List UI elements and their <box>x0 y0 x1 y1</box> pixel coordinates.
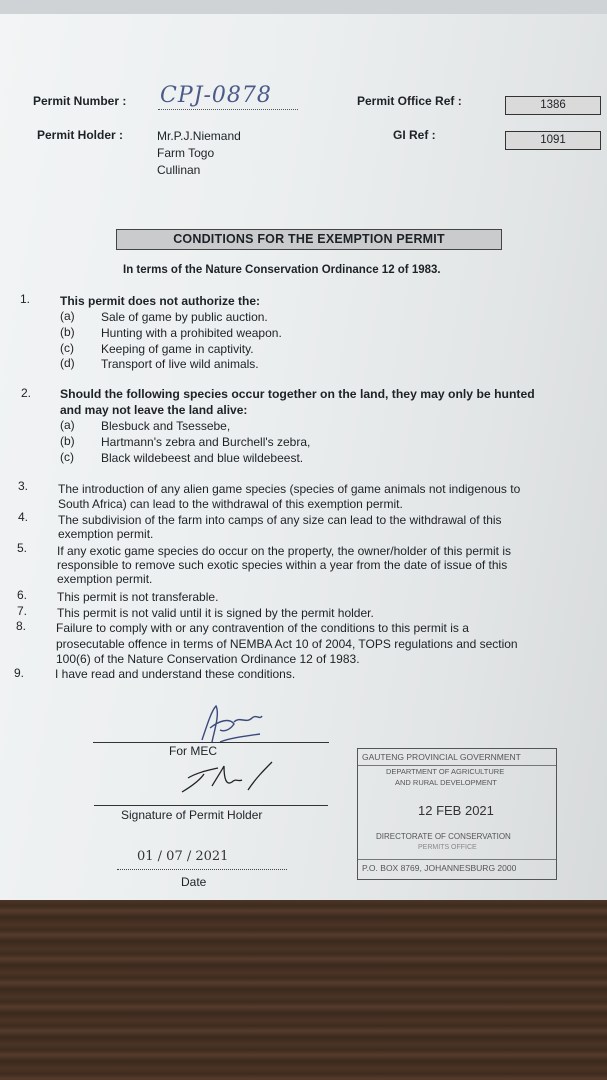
stamp-divider <box>358 765 556 766</box>
gi-ref-box: 1091 <box>505 131 601 150</box>
date-dotline <box>117 869 287 870</box>
stamp-line-5: PERMITS OFFICE <box>418 844 477 851</box>
condition-text: exemption permit. <box>57 572 153 586</box>
condition-text: I have read and understand these conditions. <box>55 667 296 681</box>
stamp-line-2: DEPARTMENT OF AGRICULTURE <box>386 767 505 776</box>
condition-text: 100(6) of the Nature Conservation Ordinance 12 of 1983. <box>56 652 360 666</box>
mec-label: For MEC <box>169 744 217 758</box>
permit-holder-name: Mr.P.J.Niemand <box>157 129 241 143</box>
sub-item-text: Transport of live wild animals. <box>101 357 259 371</box>
holder-signature-line <box>94 805 328 806</box>
condition-text: prosecutable offence in terms of NEMBA Act 10 of 2004, TOPS regulations and section <box>56 637 518 651</box>
condition-text: responsible to remove such exotic species within a year from the date of issue of this <box>57 558 508 572</box>
sub-item-text: Hartmann's zebra and Burchell's zebra, <box>101 435 311 449</box>
sub-item-text: Hunting with a prohibited weapon. <box>101 326 282 340</box>
permit-office-ref-box: 1386 <box>505 96 601 115</box>
permit-number-dotline <box>158 109 298 111</box>
sub-item-letter: (b) <box>60 434 75 448</box>
condition-text: This permit is not valid until it is signed by the permit holder. <box>57 606 374 620</box>
stamp-divider <box>358 859 556 860</box>
condition-number: 3. <box>18 479 29 493</box>
condition-text: If any exotic game species do occur on the property, the owner/holder of this permit is <box>57 544 512 558</box>
sub-item-letter: (c) <box>60 341 74 355</box>
date-handwritten: 01 / 07 / 2021 <box>137 849 229 864</box>
sub-item-text: Keeping of game in captivity. <box>101 342 254 356</box>
stamp-line-6: P.O. BOX 8769, JOHANNESBURG 2000 <box>362 863 517 873</box>
condition-text: exemption permit. <box>58 527 154 541</box>
document-title: CONDITIONS FOR THE EXEMPTION PERMIT <box>116 229 502 250</box>
sub-item-letter: (b) <box>60 325 75 339</box>
permit-holder-label: Permit Holder : <box>37 128 124 142</box>
wooden-table-background <box>0 900 607 1080</box>
permit-holder-town: Cullinan <box>157 163 201 177</box>
condition-text: This permit does not authorize the: <box>60 294 261 308</box>
condition-number: 6. <box>17 588 28 602</box>
permit-number-handwritten: CPJ-0878 <box>160 83 272 108</box>
permit-holder-farm: Farm Togo <box>157 146 215 160</box>
document-subtitle: In terms of the Nature Conservation Ordinance 12 of 1983. <box>123 264 441 276</box>
stamp-line-4: DIRECTORATE OF CONSERVATION <box>376 832 511 841</box>
condition-number: 4. <box>18 510 29 524</box>
condition-text: Failure to comply with or any contravention of the conditions to this permit is a <box>56 621 469 635</box>
sub-item-letter: (d) <box>60 356 75 370</box>
sub-item-letter: (c) <box>60 450 74 464</box>
paper-fold-strip <box>0 0 607 14</box>
condition-text: South Africa) can lead to the withdrawal of this exemption permit. <box>58 497 403 511</box>
condition-text: The subdivision of the farm into camps of any size can lead to the withdrawal of this <box>58 513 502 527</box>
gi-ref-label: GI Ref : <box>393 128 436 142</box>
condition-number: 7. <box>17 604 28 618</box>
stamp-line-3: AND RURAL DEVELOPMENT <box>395 778 497 787</box>
condition-text: Should the following species occur together on the land, they may only be hunted <box>60 387 535 401</box>
mec-signature-line <box>93 742 329 743</box>
official-stamp <box>357 748 557 880</box>
holder-signature-label: Signature of Permit Holder <box>121 808 263 822</box>
condition-number: 8. <box>16 619 27 633</box>
permit-number-label: Permit Number : <box>33 94 127 108</box>
sub-item-text: Blesbuck and Tsessebe, <box>101 419 231 433</box>
sub-item-letter: (a) <box>60 418 75 432</box>
condition-number: 1. <box>20 292 31 306</box>
stamp-date: 12 FEB 2021 <box>418 803 494 818</box>
holder-signature-scribble <box>178 756 278 802</box>
stamp-line-1: GAUTENG PROVINCIAL GOVERNMENT <box>362 752 521 762</box>
condition-number: 2. <box>21 386 32 400</box>
condition-number: 9. <box>14 666 25 680</box>
sub-item-text: Black wildebeest and blue wildebeest. <box>101 451 304 465</box>
sub-item-letter: (a) <box>60 309 75 323</box>
condition-text: and may not leave the land alive: <box>60 403 248 417</box>
date-label: Date <box>181 875 207 889</box>
permit-office-ref-label: Permit Office Ref : <box>357 94 462 108</box>
condition-text: The introduction of any alien game species (species of game animals not indigenous to <box>58 482 521 496</box>
sub-item-text: Sale of game by public auction. <box>101 310 268 324</box>
condition-number: 5. <box>17 541 28 555</box>
condition-text: This permit is not transferable. <box>57 590 219 604</box>
